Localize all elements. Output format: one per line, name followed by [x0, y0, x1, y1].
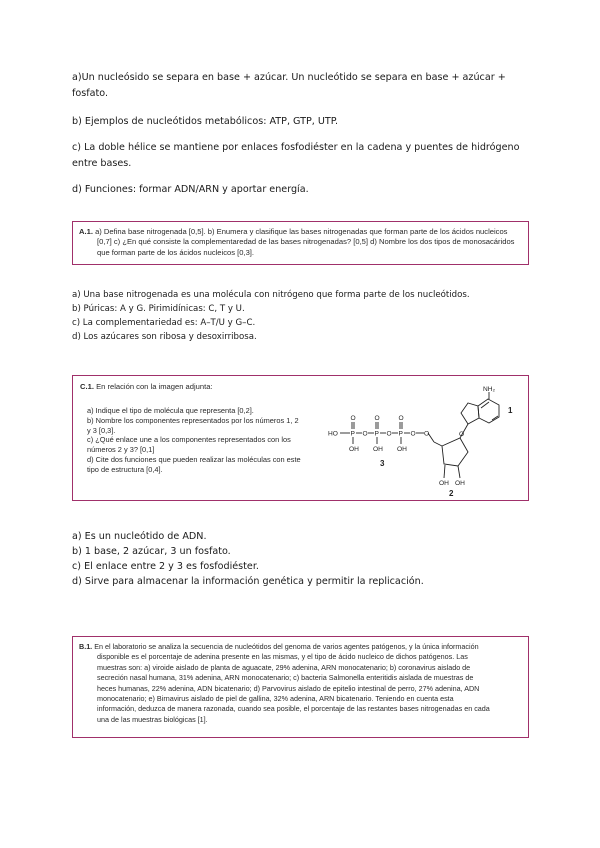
question-line: monocatenario; e) Birnavirus aislado de piel de gallina, 32% adenina, ARN bicatenario. Teniendo en cuenta esta	[97, 694, 454, 704]
answer-line: a) Es un nucleótido de ADN.	[72, 531, 207, 542]
oh-label: OH	[439, 480, 449, 487]
nh2-label: NH₂	[483, 386, 496, 393]
answer-line: fosfato.	[72, 88, 109, 99]
question-line: información, deduzca de manera razonada, cuando sea posible, el porcentaje de las restantes bases nitrogenadas en cada	[97, 704, 490, 714]
answer-line: d) Funciones: formar ADN/ARN y aportar energía.	[72, 184, 309, 195]
answer-line: a) Una base nitrogenada es una molécula con nitrógeno que forma parte de los nucleótidos.	[72, 290, 470, 300]
answer-line: b) Púricas: A y G. Pirimidínicas: C, T y U.	[72, 304, 245, 314]
question-line: [0,7] c) ¿En qué consiste la complementaredad de las bases nitrogenadas? [0,5] d) Nombre los dos tipos de monosacáridos	[97, 237, 515, 247]
oh-label: OH	[455, 480, 465, 487]
answer-line: entre bases.	[72, 158, 132, 169]
question-item: b) Nombre los componentes representados por los números 1, 2	[87, 415, 299, 425]
question-line: muestras son: a) viroide aislado de planta de aguacate, 29% adenina, ARN monocatenario; b) coronavirus aislado de	[97, 662, 471, 672]
label-2: 2	[449, 489, 454, 496]
question-a1-box	[72, 221, 529, 265]
answer-line: b) Ejemplos de nucleótidos metabólicos: ATP, GTP, UTP.	[72, 116, 339, 127]
oh-label: OH	[397, 446, 407, 453]
question-item: tipo de estructura [0,4].	[87, 464, 163, 474]
answer-line: a)Un nucleósido se separa en base + azúcar. Un nucleótido se separa en base + azúcar +	[72, 72, 506, 83]
question-item: números 2 y 3? [0,1]	[87, 445, 155, 455]
question-line: una de las muestras biológicas [1].	[97, 714, 208, 724]
question-number: B.1.	[79, 642, 93, 651]
answer-line: d) Sirve para almacenar la información genética y permitir la replicación.	[72, 576, 424, 587]
answer-line: b) 1 base, 2 azúcar, 3 un fosfato.	[72, 546, 231, 557]
question-item: c) ¿Qué enlace une a los componentes representados con los	[87, 435, 291, 445]
question-items	[87, 406, 327, 475]
question-item: a) Indique el tipo de molécula que representa [0,2].	[87, 406, 254, 415]
question-line: disponible es el porcentaje de adenina presente en las mismas, y el tipo de ácido nucleico de dichos patógenos. Las	[97, 652, 468, 662]
question-number: A.1.	[79, 227, 93, 236]
o-atom: O	[362, 430, 368, 438]
question-text: En el laboratorio se analiza la secuencia de nucleótidos del genoma de varios agentes patógenos, y la única información	[94, 642, 479, 651]
question-b1-box	[72, 636, 529, 738]
label-3: 3	[380, 459, 385, 468]
o-atom: O	[424, 430, 430, 438]
answer-line: c) La doble hélice se mantiene por enlaces fosfodiéster en la cadena y puentes de hidrógeno	[72, 142, 520, 153]
question-text: En relación con la imagen adjunta:	[96, 382, 213, 391]
question-c1-box	[72, 375, 529, 501]
question-line	[79, 642, 523, 652]
question-item: y 3 [0,3].	[87, 425, 116, 435]
nucleotide-structure-figure	[328, 386, 518, 496]
oh-label: OH	[349, 446, 359, 453]
question-number: C.1.	[80, 382, 94, 391]
question-text: a) Defina base nitrogenada [0,5]. b) Enumera y clasifique las bases nitrogenadas que forman parte de los ácidos nucleicos	[95, 227, 508, 236]
question-line	[79, 227, 523, 237]
answer-line: c) El enlace entre 2 y 3 es fosfodiéster.	[72, 561, 259, 572]
o-atom: O	[374, 415, 380, 422]
o-atom: O	[350, 415, 356, 422]
question-line: que forman parte de los ácidos nucleicos [0,3].	[97, 247, 255, 257]
question-item: d) Cite dos funciones que pueden realizar las moléculas con este	[87, 454, 301, 464]
question-line: secreción nasal humana, 31% adenina, ARN monocatenario; c) bacteria Salmonella enteritidis aislada de muestras de	[97, 673, 474, 683]
o-atom: O	[459, 431, 465, 438]
o-atom: O	[386, 430, 392, 438]
p-atom: P	[350, 430, 355, 438]
o-atom: O	[410, 430, 416, 438]
ho-label: HO	[328, 430, 338, 438]
o-atom: O	[398, 415, 404, 422]
answer-line: c) La complementariedad es: A–T/U y G–C.	[72, 318, 256, 328]
p-atom: P	[374, 430, 379, 438]
question-intro	[80, 382, 213, 392]
question-line: heces humanas, 22% adenina, ADN bicatenario; d) Parvovirus aislado de epitelio intestinal de perro, 27% adenina, ADN	[97, 683, 480, 693]
answer-line: d) Los azúcares son ribosa y desoxirribosa.	[72, 332, 257, 342]
oh-label: OH	[373, 446, 383, 453]
label-1: 1	[508, 406, 513, 415]
p-atom: P	[398, 430, 403, 438]
